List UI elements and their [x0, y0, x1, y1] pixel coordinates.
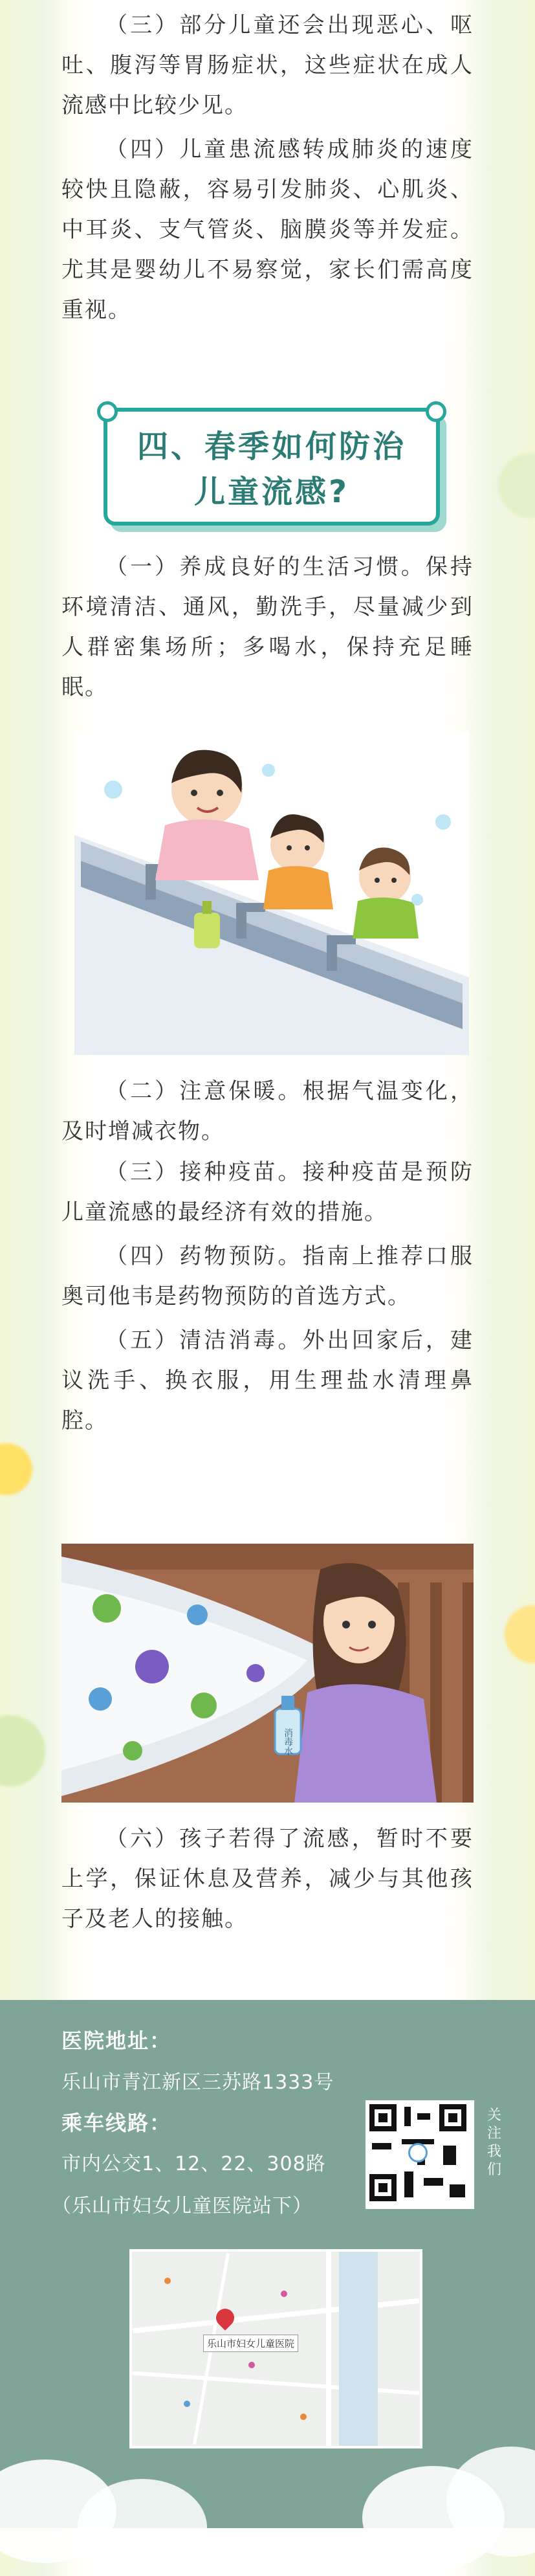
route-text-line2: （乐山市妇女儿童医院站下） — [52, 2195, 312, 2217]
heading-corner-dot — [97, 401, 118, 422]
paragraph-tip-habits: （一）养成良好的生活习惯。保持环境清洁、通风，勤洗手，尽量减少到人群密集场所；多喝水，保持充足睡眠。 — [61, 554, 474, 700]
disinfection-illustration — [61, 1544, 474, 1803]
paragraph-tip-disinfect: （五）清洁消毒。外出回家后，建议洗手、换衣服，用生理盐水清理鼻腔。 — [61, 1327, 474, 1434]
paragraph-tip-rest: （六）孩子若得了流感，暂时不要上学，保证休息及营养，减少与其他孩子及老人的接触。 — [61, 1826, 474, 1932]
paragraph-gi-symptoms: （三）部分儿童还会出现恶心、呕吐、腹泻等胃肠症状，这些症状在成人流感中比较少见。 — [61, 12, 474, 118]
section-heading-line2: 儿童流感? — [194, 474, 349, 510]
address-text: 乐山市青江新区三苏路1333号 — [61, 2071, 334, 2094]
qr-code[interactable] — [366, 2100, 474, 2209]
paragraph-tip-vaccine: （三）接种疫苗。接种疫苗是预防儿童流感的最经济有效的措施。 — [61, 1159, 474, 1225]
paragraph-tip-medicine: （四）药物预防。指南上推荐口服奥司他韦是药物预防的首选方式。 — [61, 1243, 474, 1309]
decor-green-blob — [0, 1715, 45, 1786]
handwashing-scene — [74, 731, 469, 1055]
spray-bottle-label: 消毒水 — [283, 1728, 293, 1755]
decor-yellow-blob — [0, 1443, 32, 1495]
map-marker-label: 乐山市妇女儿童医院 — [203, 2335, 298, 2352]
paragraph-tip-warmth: （二）注意保暖。根据气温变化，及时增减衣物。 — [61, 1078, 474, 1144]
location-map[interactable] — [129, 2249, 422, 2448]
decor-cloud — [78, 2479, 207, 2576]
map-poi-icon — [164, 2278, 171, 2284]
route-text-line1: 市内公交1、12、22、308路 — [61, 2153, 326, 2175]
decor-green-blob — [498, 453, 535, 518]
map-poi-icon — [300, 2414, 307, 2420]
map-poi-icon — [184, 2401, 190, 2407]
address-label: 医院地址： — [61, 2028, 172, 2053]
paragraph-pneumonia-risk: （四）儿童患流感转成肺炎的速度较快且隐蔽，容易引发肺炎、心肌炎、中耳炎、支气管炎、脑膜炎等并发症。尤其是婴幼儿不易察觉，家长们需高度重视。 — [61, 137, 474, 323]
qr-caption: 关注我们 — [486, 2107, 501, 2178]
section-heading-box — [104, 408, 440, 526]
decor-yellow-blob — [505, 1605, 535, 1663]
map-poi-icon — [248, 2362, 255, 2368]
map-poi-icon — [281, 2291, 287, 2297]
disinfection-scene — [61, 1544, 474, 1803]
qr-logo-icon — [408, 2143, 428, 2162]
section-heading-line1: 四、春季如何防治 — [136, 428, 406, 465]
handwashing-illustration — [74, 731, 469, 1055]
route-label: 乘车线路： — [61, 2111, 172, 2135]
heading-corner-dot — [426, 401, 446, 422]
